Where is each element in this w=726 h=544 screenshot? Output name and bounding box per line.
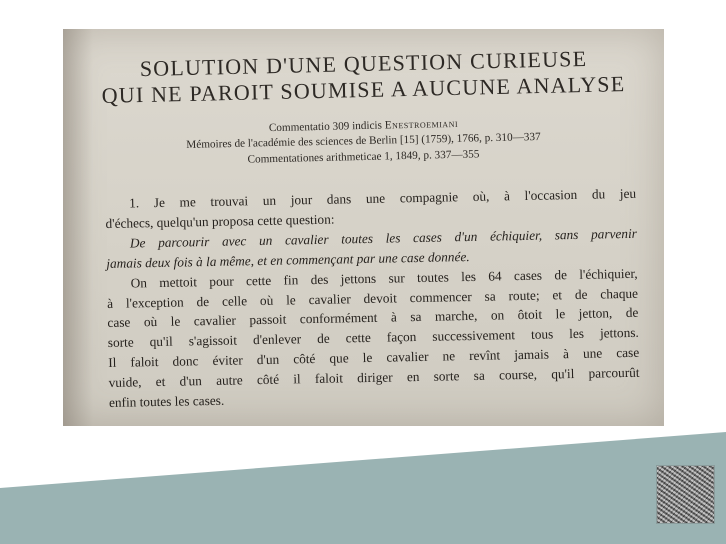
document-title-line-1: SOLUTION D'UNE QUESTION CURIEUSE — [139, 45, 588, 82]
citation-line-3: Commentationes arithmeticae 1, 1849, p. 337—355 — [247, 148, 480, 166]
text-line: d'échecs, quelqu'un proposa cette question: — [105, 211, 335, 231]
body-text — [105, 184, 640, 413]
text-line: à l'exception de celle où le cavalier devoit commencer sa route; et de chaque — [106, 285, 639, 311]
text-line: 1. Je me trouvai un jour dans une compagnie où, à l'occasion du jeu — [129, 185, 637, 211]
text-line: case où le cavalier passoit conformément à sa marche, on ôtoit le jetton, de — [107, 305, 639, 331]
textured-image-thumbnail — [656, 465, 715, 524]
text-line: jamais deux fois à la même, et en commençant par une case donnée. — [106, 248, 470, 271]
text-line: Il faloit donc éviter d'un côté que le cavalier ne revînt jamais à une case — [108, 345, 640, 371]
text-line: vuide, et d'un autre côté il faloit diriger en sorte sa course, qu'il parcourût — [108, 364, 640, 391]
document-photo — [63, 29, 664, 426]
text-line: enfin toutes les cases. — [108, 392, 225, 411]
text-line: On mettoit pour cette fin des jettons sur toutes les 64 cases de l'échiquier, — [130, 265, 638, 291]
paragraph-2 — [107, 263, 641, 413]
citation-index-name: Enestroemiani — [384, 117, 459, 132]
text-line: De parcourir avec un cavalier toutes les cases d'un échiquier, sans parvenir — [129, 225, 637, 251]
text-line: sorte qu'il s'agissoit d'enlever de cette façon successivement tous les jettons. — [107, 325, 639, 351]
citation-line-2: Mémoires de l'académie des sciences de Berlin [15] (1759), 1766, p. 310—337 — [186, 130, 541, 152]
document-title-line-2: QUI NE PAROIT SOUMISE A AUCUNE ANALYSE — [101, 71, 626, 108]
citation-prefix: Commentatio 309 indicis — [268, 119, 385, 135]
